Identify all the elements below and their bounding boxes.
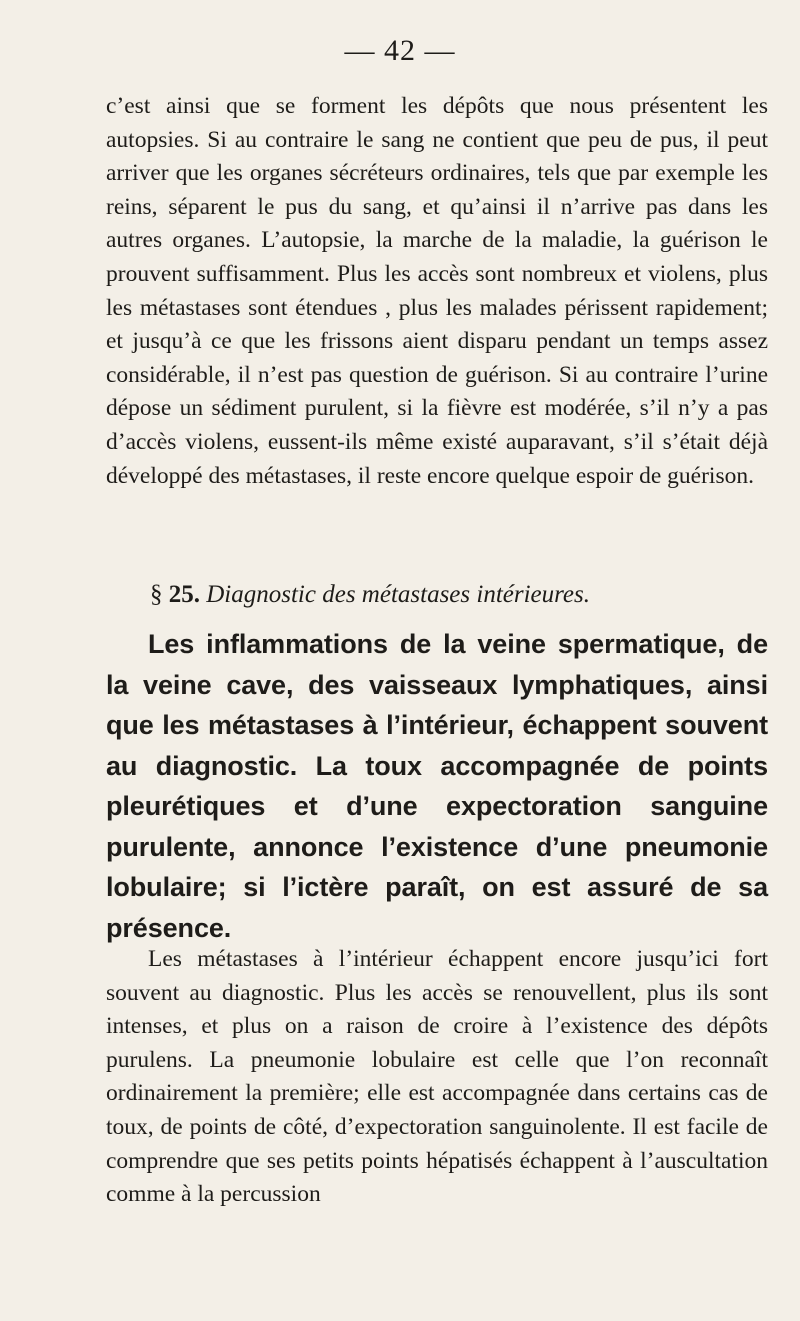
page-number: — 42 — <box>344 34 456 67</box>
paragraph-continuation: c’est ainsi que se forment les dépôts que nous présentent les autopsies. Si au contraire le sang ne contient que peu de pus, il peut arriver que les organes sécréteurs ordinaires, tels que par exemple les reins, séparent le pus du sang, et qu’ainsi il n’arrive pas dans les autres organes. L’autopsie, la marche de la maladie, la guérison le prouvent suffisamment. Plus les accès sont nombreux et violens, plus les métastases sont étendues , plus les malades périssent rapidement; et jusqu’à ce que les frissons aient disparu pendant un temps assez considérable, il n’est pas question de guérison. Si au contraire l’urine dépose un sédiment purulent, si la fièvre est modérée, s’il n’y a pas d’accès violens, eussent-ils même existé auparavant, s’il s’était déjà développé des métastases, il reste encore quelque espoir de guérison. <box>106 93 768 489</box>
paragraph-bold-summary: Les inflammations de la veine spermatique, de la veine cave, des vaisseaux lymphatiques, ainsi que les métastases à l’intérieur, échappent souvent au diagnostic. La toux accompagnée de points pleurétiques et d’une expectoration sanguine purulente, annonce l’existence d’une pneumonie lobulaire; si l’ictère paraît, on est assuré de sa présence. <box>106 629 768 943</box>
section-mark: § <box>150 581 163 608</box>
section-title: Diagnostic des métastases intérieures. <box>206 581 591 608</box>
section-number: 25. <box>168 581 200 608</box>
paragraph-body: Les métastases à l’intérieur échappent encore jusqu’ici fort souvent au diagnostic. Plus les accès se renouvellent, plus ils sont intenses, et plus on a raison de croire à l’existence des dépôts purulens. La pneumonie lobulaire est celle que l’on reconnaît ordinairement la première; elle est accompagnée dans certains cas de toux, de points de côté, d’expectoration sanguinolente. Il est facile de comprendre que ses petits points hépatisés échappent à l’auscultation comme à la percussion <box>106 946 768 1208</box>
section-heading <box>150 578 770 612</box>
